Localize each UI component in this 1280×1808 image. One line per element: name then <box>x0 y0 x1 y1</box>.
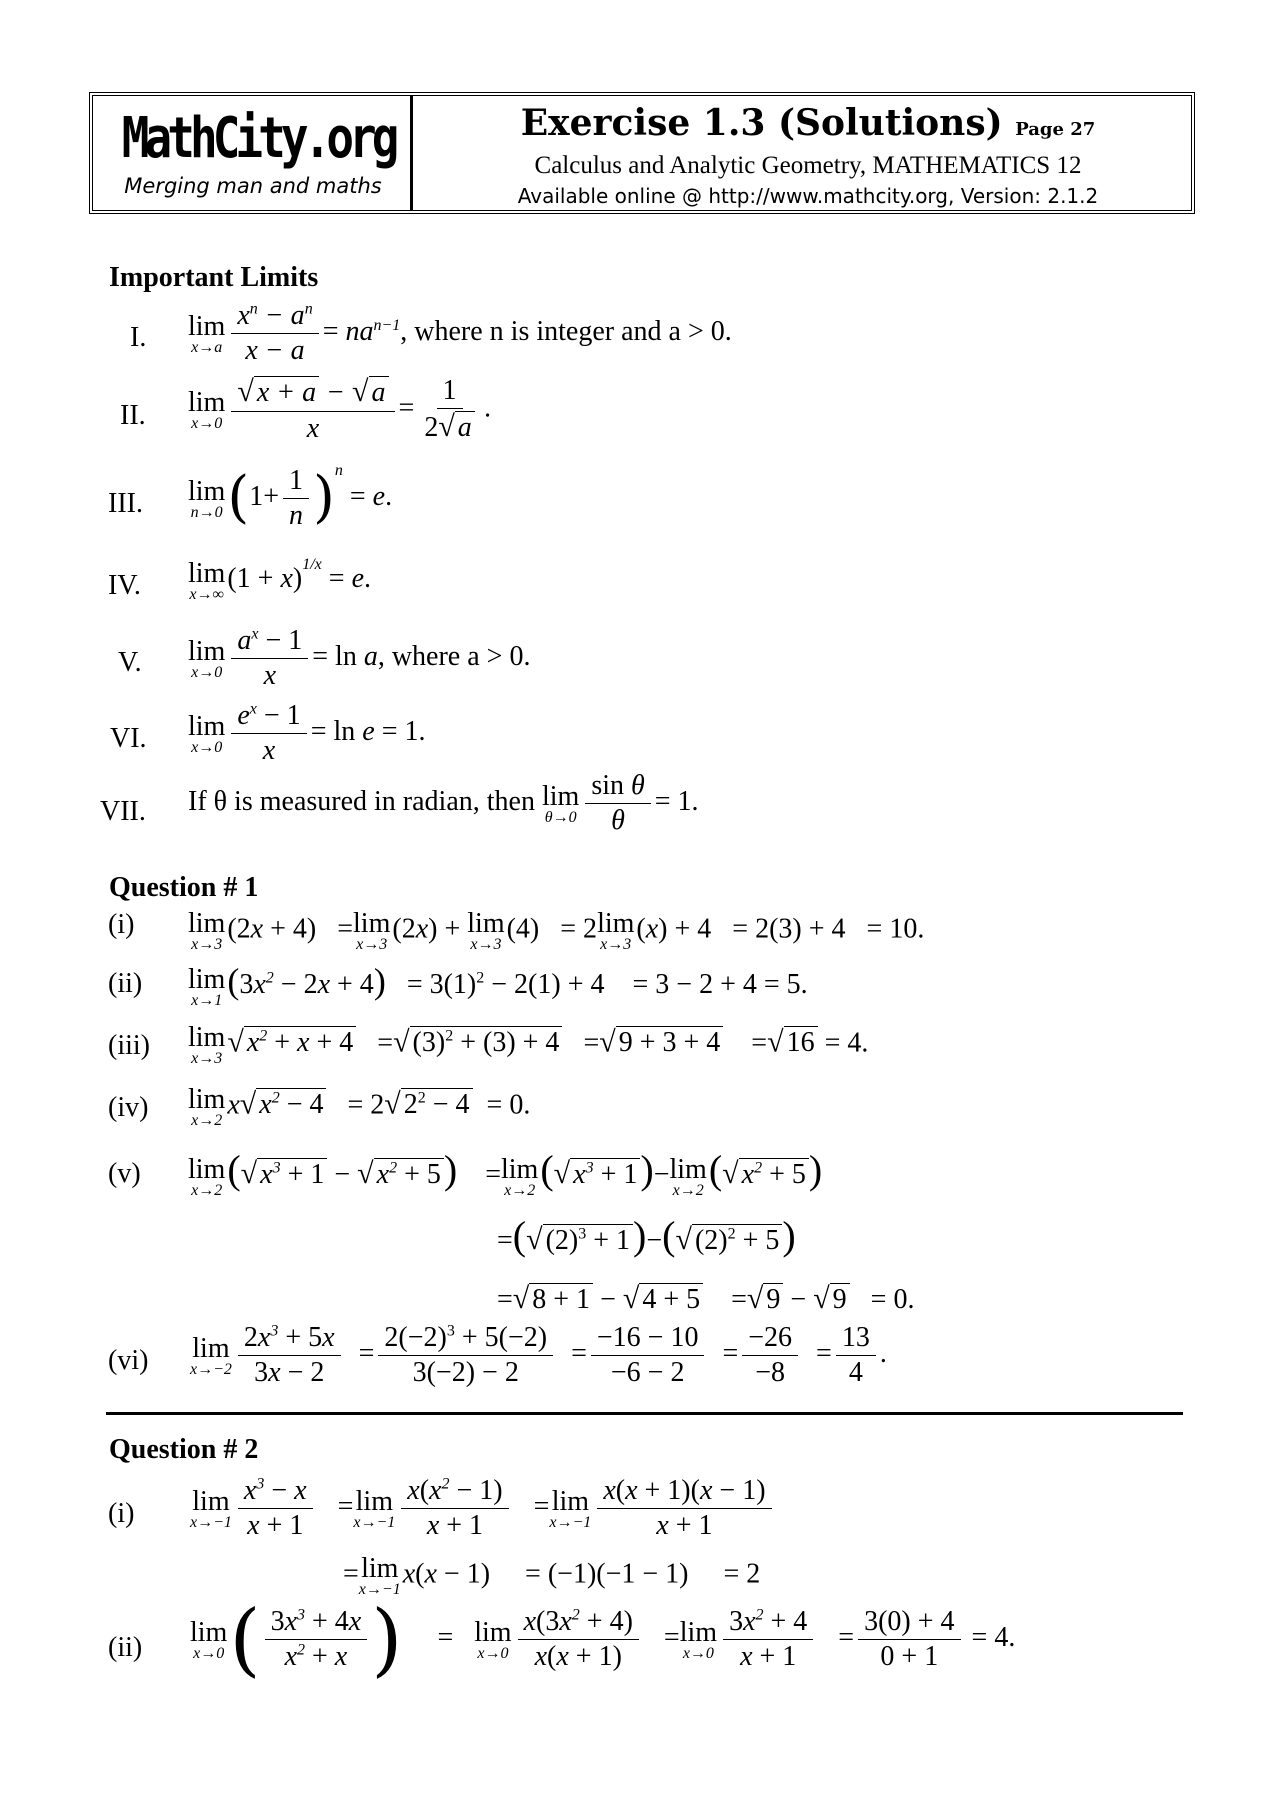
limit-note-1: , where n is integer and a > 0. <box>400 316 732 348</box>
page-number: Page 27 <box>1015 119 1096 140</box>
page-header <box>89 92 1195 214</box>
limit-7-text: If θ is measured in radian, then <box>188 786 535 818</box>
brand-tagline: Merging man and maths <box>124 174 382 198</box>
limit-label-5: V. <box>118 647 142 678</box>
q2-solution-i-line1: lim x→−1 $\frac{x^3 - x}{x + 1}$ = lim x→−1 $\frac{x(x^2 - 1)}{x + 1}$ = lim x→−1 $\frac{x(x + 1)(x - 1)}{x + 1}$ <box>190 1475 776 1542</box>
limit-formula-3: lim n→0 (1+ $\frac{1}{n}$ )$^n$ = e. <box>188 462 393 532</box>
q1-label-i: (i) <box>108 909 135 940</box>
limit-label-2: II. <box>120 400 146 431</box>
q2-label-ii: (ii) <box>108 1632 143 1663</box>
limit-formula-2: lim x→0 $\frac{√ x + a - √ a}{x}$ = $\frac{1}{2√ a}$ . <box>188 375 492 444</box>
q1-solution-v-line1: lim x→2 (√ $x^3 + 1$ − √ $x^2 + 5$) = lim x→2 (√ $x^3 + 1)-$ lim x→2 (√ $x^2 + 5$) <box>188 1147 823 1199</box>
q1-label-vi: (vi) <box>108 1345 149 1376</box>
section-divider <box>106 1412 1183 1415</box>
exercise-title <box>423 102 1193 144</box>
q1-solution-vi: lim x→−2 $\frac{2x^3 + 5x}{3x - 2}$ = $\frac{2(-2)^3 + 5(-2)}{3(-2) - 2}$ = $\frac{-16 - 10}{-6 - 2}$ = $\frac{-26}{-8}$ = $\frac{13}{4}$ . <box>190 1322 887 1389</box>
q1-label-iv: (iv) <box>108 1092 149 1123</box>
question2-heading: Question # 2 <box>109 1434 259 1465</box>
q1-label-iii: (iii) <box>108 1030 150 1061</box>
limit-label-1: I. <box>130 322 147 353</box>
limit-label-4: IV. <box>108 570 141 601</box>
limit-formula-4: lim x→∞ $(1 + x)^{1/x} = e$. <box>188 556 372 603</box>
q1-solution-ii: lim x→1 $(3x^2 - 2x + 4)$ = $3(1)^2 - 2(1) + 4$ = 3 − 2 + 4 = 5. <box>188 961 808 1009</box>
limit-label-6: VI. <box>110 723 147 754</box>
limit-formula-6: lim x→0 $\frac{e^x - 1}{x}$ = ln e = 1. <box>188 700 426 767</box>
book-subtitle: Calculus and Analytic Geometry, MATHEMATICS 12 <box>534 152 1082 179</box>
important-limits-heading: Important Limits <box>109 262 319 293</box>
q2-label-i: (i) <box>108 1498 135 1529</box>
q1-solution-v-line3: =√ 8 + 1 − √ 4 + 5 =√ 9 − √ 9 = 0. <box>497 1282 915 1315</box>
brand-logo[interactable]: MathCity.org <box>121 106 395 171</box>
limit-label-7: VII. <box>100 796 146 827</box>
question1-heading: Question # 1 <box>109 872 259 903</box>
availability-line: Available online @ http://www.mathcity.org, Version: 2.1.2 <box>517 184 1099 208</box>
q2-solution-ii: lim x→0 ( $\frac{3x^3 + 4x}{x^2 + x}$ ) = lim x→0 $\frac{x(3x^2 + 4)}{x(x + 1)}$ = lim x→0 $\frac{3x^2 + 4}{x + 1}$ = $\frac{3(0) + 4}{0 + 1}$ = 4. <box>190 1592 1016 1686</box>
limit-label-3: III. <box>108 488 143 519</box>
q1-solution-iii: lim x→3 √ $x^2 + x + 4$ =√ $(3)^2 + (3) + 4$ =√ 9 + 3 + 4 =√ 16 = 4. <box>188 1022 869 1067</box>
q2-solution-i-line2: = lim x→−1 x(x − 1) = (−1)(−1 − 1) = 2 <box>343 1553 761 1598</box>
q1-label-v: (v) <box>108 1158 141 1189</box>
limit-formula-1: lim x→a $\frac{x^n - a^n}{x - a}$ = $na^{n-1}$, where n is integer and a > 0. <box>188 300 732 367</box>
q1-solution-iv: lim x→2 x√ $x^2 - 4$ = 2√ $2^2 - 4 = 0$. <box>188 1084 531 1129</box>
limit-formula-5: lim x→0 $\frac{a^x - 1}{x}$ = ln a, where a > 0. <box>188 625 531 692</box>
brand-box <box>93 96 413 210</box>
q1-solution-i: lim x→3 (2x + 4) = lim x→3 (2x) + lim x→3 (4) = 2 lim x→3 (x) + 4 = 2(3) + 4 = 10. <box>188 908 925 953</box>
limit-note-5: , where a > 0. <box>377 641 531 673</box>
q1-label-ii: (ii) <box>108 968 143 999</box>
exercise-title-text: Exercise 1.3 (Solutions) <box>520 102 1003 144</box>
q1-solution-v-line2: =(√ $(2)^3 + 1)-(√$ $(2)^2 + 5$) <box>497 1213 796 1258</box>
limit-formula-7: If θ is measured in radian, then lim θ→0 $\frac{\text{sin θ}}{\theta}$ = 1. <box>188 770 699 837</box>
